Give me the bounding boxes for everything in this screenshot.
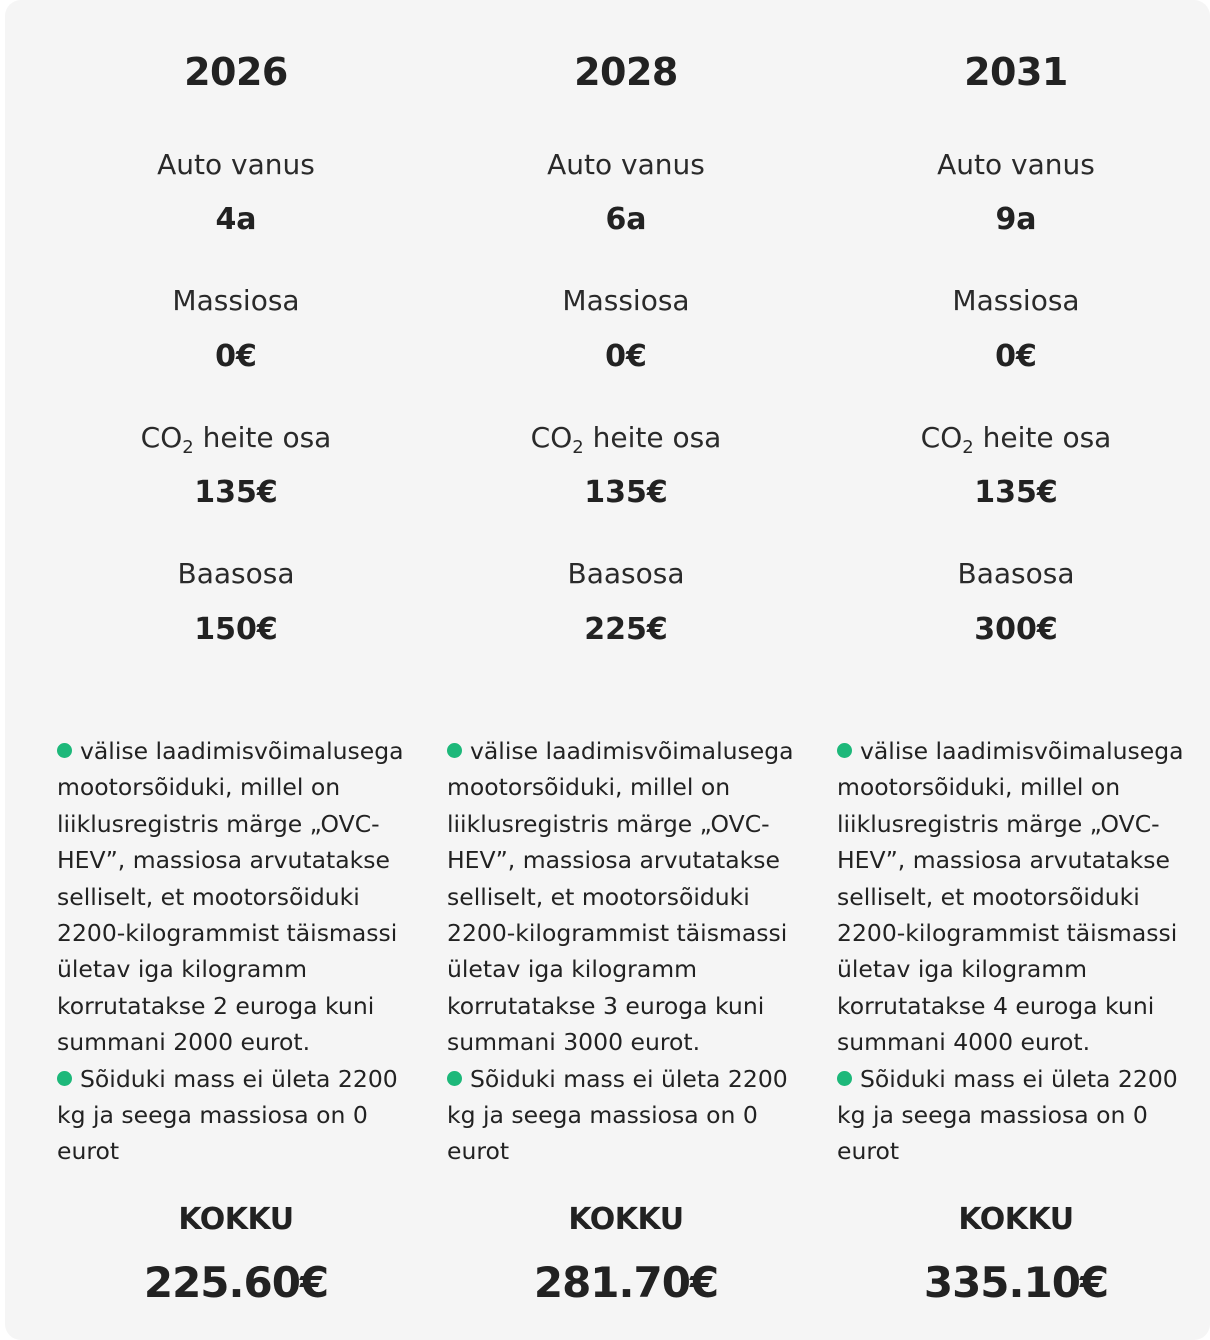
- co2-label-subscript: 2: [182, 437, 194, 458]
- co2-part-value: 135€: [974, 475, 1058, 510]
- car-age-value: 9a: [995, 202, 1037, 237]
- green-bullet-icon: [837, 1071, 852, 1086]
- mass-part-label: Massiosa: [172, 284, 300, 317]
- co2-label-subscript: 2: [962, 437, 974, 458]
- car-age-value: 4a: [215, 202, 257, 237]
- total-value: 281.70€: [533, 1258, 719, 1307]
- co2-label-prefix: CO: [530, 421, 573, 454]
- co2-part-label: [821, 421, 1210, 458]
- base-part-label: Baasosa: [567, 557, 685, 590]
- co2-label-subscript: 2: [572, 437, 584, 458]
- total-value: 225.60€: [143, 1258, 329, 1307]
- mass-notes: [447, 733, 807, 1170]
- co2-part-label: [431, 421, 821, 458]
- year-heading: 2028: [574, 50, 678, 94]
- base-part-value: 150€: [194, 612, 278, 647]
- mass-notes: [57, 733, 417, 1170]
- co2-part-value: 135€: [194, 475, 278, 510]
- co2-part-value: 135€: [584, 475, 668, 510]
- note-ovc-hev: välise laadimisvõimalusega mootorsõiduki, millel on liiklusregistris märge „OVC-HEV”, massiosa arvutatakse selliselt, et mootorsõiduki 2200-kilogrammist täismassi ületav iga kilogramm korrutatakse 2 euroga kuni summani 2000 eurot.: [57, 737, 404, 1057]
- co2-label-prefix: CO: [140, 421, 183, 454]
- tax-comparison-panel: [5, 0, 1210, 1340]
- co2-label-suffix: heite osa: [193, 421, 332, 454]
- note-mass-limit: Sõiduki mass ei ületa 2200 kg ja seega massiosa on 0 eurot: [837, 1064, 1178, 1166]
- total-value: 335.10€: [923, 1258, 1109, 1307]
- mass-part-value: 0€: [605, 339, 647, 374]
- co2-part-label: [41, 421, 431, 458]
- mass-part-value: 0€: [995, 339, 1037, 374]
- year-heading: 2026: [184, 50, 288, 94]
- note-ovc-hev: välise laadimisvõimalusega mootorsõiduki, millel on liiklusregistris märge „OVC-HEV”, massiosa arvutatakse selliselt, et mootorsõiduki 2200-kilogrammist täismassi ületav iga kilogramm korrutatakse 3 euroga kuni summani 3000 eurot.: [447, 737, 794, 1057]
- green-bullet-icon: [57, 1071, 72, 1086]
- green-bullet-icon: [837, 743, 852, 758]
- mass-part-label: Massiosa: [562, 284, 690, 317]
- green-bullet-icon: [447, 743, 462, 758]
- co2-label-prefix: CO: [920, 421, 963, 454]
- mass-notes: [837, 733, 1197, 1170]
- year-heading: 2031: [964, 50, 1068, 94]
- note-mass-limit: Sõiduki mass ei ületa 2200 kg ja seega massiosa on 0 eurot: [447, 1064, 788, 1166]
- base-part-label: Baasosa: [957, 557, 1075, 590]
- car-age-label: Auto vanus: [547, 148, 705, 181]
- base-part-value: 300€: [974, 612, 1058, 647]
- note-mass-limit: Sõiduki mass ei ületa 2200 kg ja seega massiosa on 0 eurot: [57, 1064, 398, 1166]
- total-label: KOKKU: [178, 1202, 294, 1237]
- green-bullet-icon: [57, 743, 72, 758]
- base-part-label: Baasosa: [177, 557, 295, 590]
- car-age-label: Auto vanus: [157, 148, 315, 181]
- car-age-value: 6a: [605, 202, 647, 237]
- green-bullet-icon: [447, 1071, 462, 1086]
- note-ovc-hev: välise laadimisvõimalusega mootorsõiduki, millel on liiklusregistris märge „OVC-HEV”, massiosa arvutatakse selliselt, et mootorsõiduki 2200-kilogrammist täismassi ületav iga kilogramm korrutatakse 4 euroga kuni summani 4000 eurot.: [837, 737, 1184, 1057]
- base-part-value: 225€: [584, 612, 668, 647]
- mass-part-value: 0€: [215, 339, 257, 374]
- mass-part-label: Massiosa: [952, 284, 1080, 317]
- co2-label-suffix: heite osa: [973, 421, 1112, 454]
- total-label: KOKKU: [958, 1202, 1074, 1237]
- total-label: KOKKU: [568, 1202, 684, 1237]
- co2-label-suffix: heite osa: [583, 421, 722, 454]
- car-age-label: Auto vanus: [937, 148, 1095, 181]
